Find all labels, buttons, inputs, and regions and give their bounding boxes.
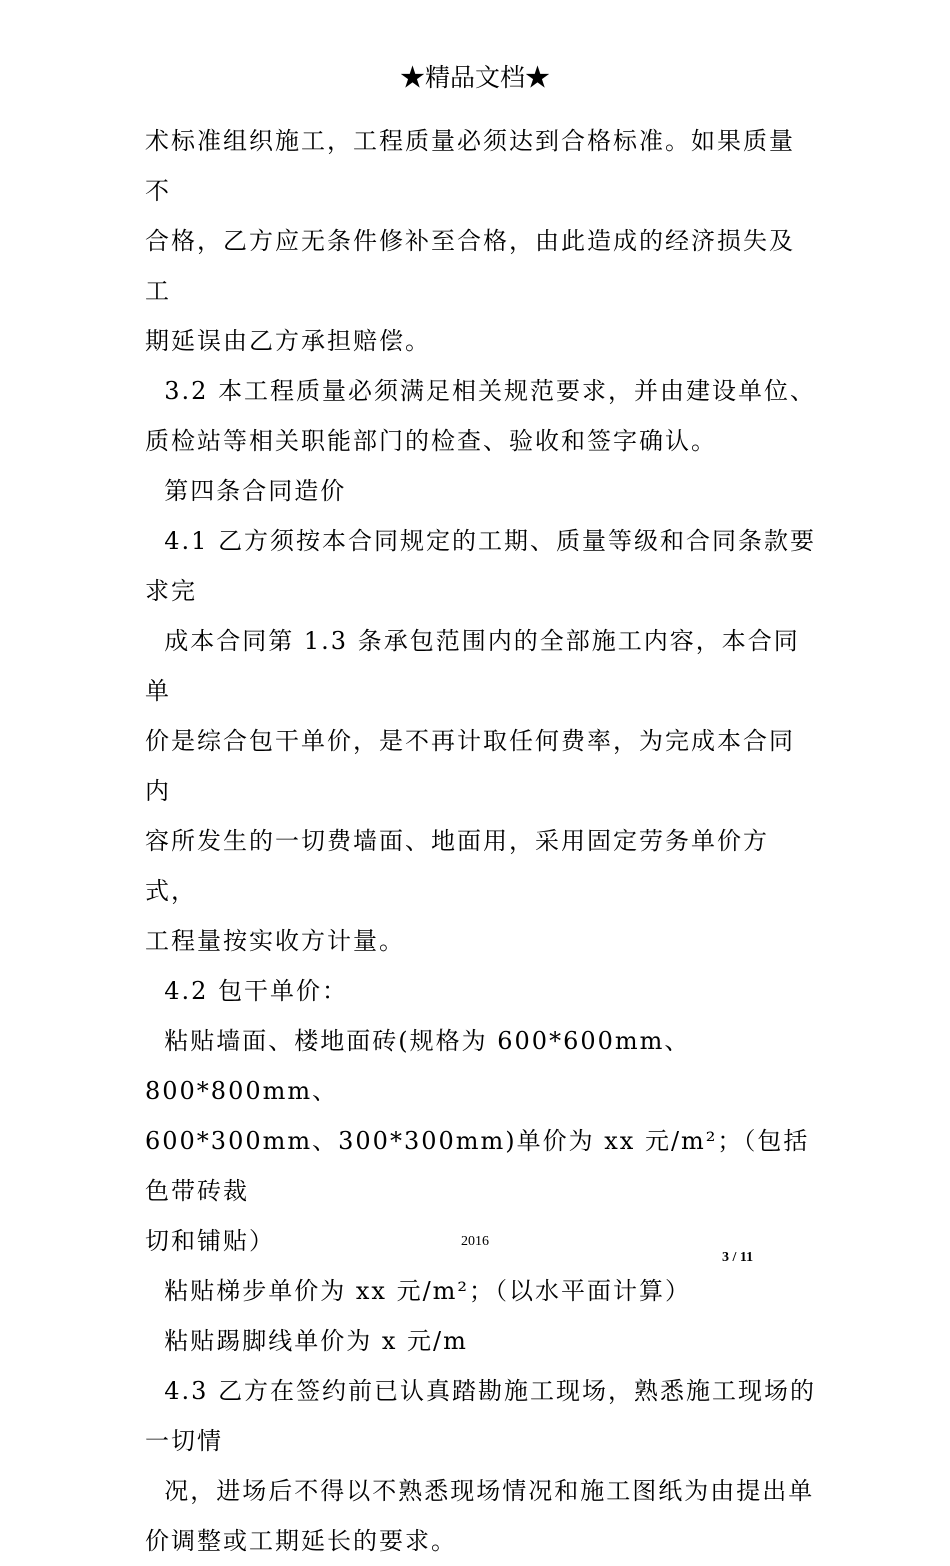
text-line: 合格，乙方应无条件修补至合格，由此造成的经济损失及工 bbox=[145, 227, 795, 305]
page-header-title: ★精品文档★ bbox=[399, 63, 550, 92]
text-line: 4.2 包干单价： bbox=[145, 977, 349, 1005]
text-line: 粘贴墙面、楼地面砖(规格为 600*600mm、800*800mm、 bbox=[145, 1027, 691, 1105]
text-line: 价调整或工期延长的要求。 bbox=[145, 1527, 457, 1555]
text-line: 工程量按实收方计量。 bbox=[145, 927, 405, 955]
text-line: 价是综合包干单价，是不再计取任何费率，为完成本合同内 bbox=[145, 727, 795, 805]
text-line: 容所发生的一切费墙面、地面用，采用固定劳务单价方式， bbox=[145, 827, 769, 905]
text-line: 况，进场后不得以不熟悉现场情况和施工图纸为由提出单 bbox=[145, 1477, 815, 1505]
text-line: 一切情 bbox=[145, 1427, 223, 1455]
text-line: 粘贴踢脚线单价为 x 元/m bbox=[145, 1327, 468, 1355]
text-line: 术标准组织施工，工程质量必须达到合格标准。如果质量不 bbox=[145, 127, 795, 205]
document-body bbox=[145, 116, 820, 1566]
text-line: 成本合同第 1.3 条承包范围内的全部施工内容，本合同单 bbox=[145, 627, 800, 705]
text-line: 粘贴梯步单价为 xx 元/m²；（以水平面计算） bbox=[145, 1277, 692, 1305]
text-line: 4.1 乙方须按本合同规定的工期、质量等级和合同条款要 bbox=[145, 527, 817, 555]
text-line: 4.3 乙方在签约前已认真踏勘施工现场，熟悉施工现场的 bbox=[145, 1377, 817, 1405]
text-line: 期延误由乙方承担赔偿。 bbox=[145, 327, 431, 355]
text-line: 600*300mm、300*300mm)单价为 xx 元/m²；（包括色带砖裁 bbox=[145, 1127, 810, 1205]
text-line: 求完 bbox=[145, 577, 197, 605]
text-line: 切和铺贴） bbox=[145, 1227, 275, 1255]
section-heading: 第四条合同造价 bbox=[145, 477, 347, 505]
page-number: 3 / 11 bbox=[722, 1250, 754, 1265]
footer-year: 2016 bbox=[461, 1234, 489, 1249]
text-line: 质检站等相关职能部门的检查、验收和签字确认。 bbox=[145, 427, 717, 455]
text-line: 3.2 本工程质量必须满足相关规范要求，并由建设单位、 bbox=[145, 377, 817, 405]
